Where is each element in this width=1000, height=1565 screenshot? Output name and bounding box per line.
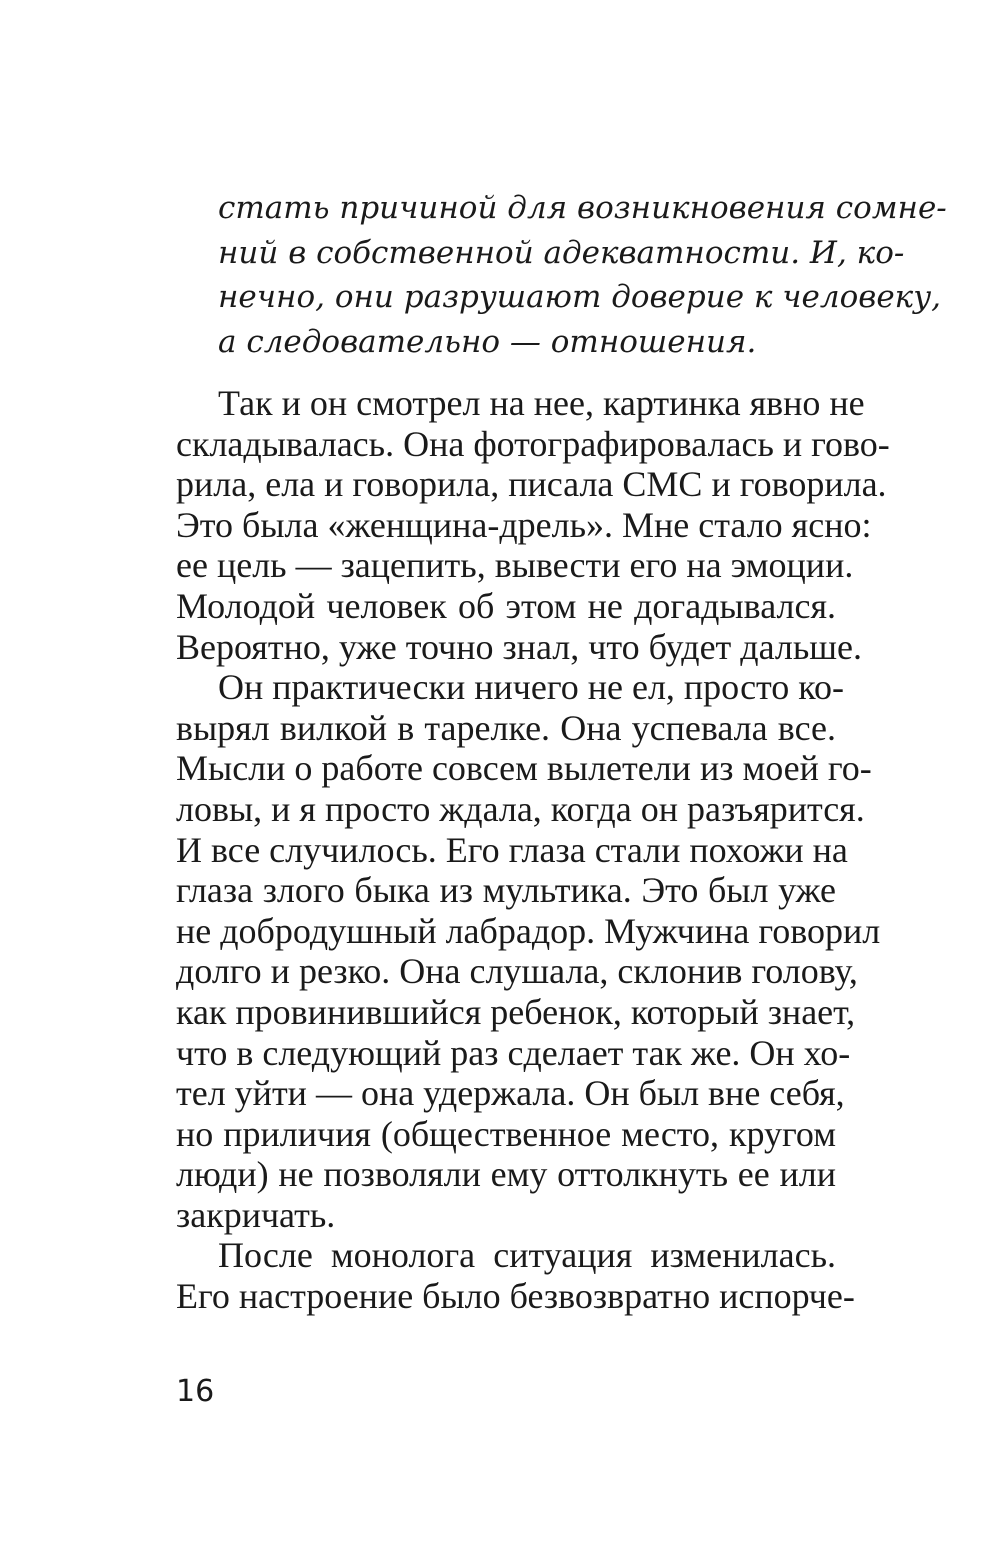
text-line: рила, ела и говорила, писала СМС и говорила. (176, 464, 887, 505)
page-number: 16 (176, 1374, 215, 1409)
text-line: ее цель — зацепить, вывести его на эмоции. (176, 545, 854, 586)
text-line: как провинившийся ребенок, который знает, (176, 991, 856, 1032)
text-line: Мысли о работе совсем вылетели из моей го- (176, 748, 872, 789)
text-line: что в следующий раз сделает так же. Он хо- (176, 1032, 851, 1073)
text-line: Это была «женщина-дрель». Мне стало ясно: (176, 504, 872, 545)
text-line: тел уйти — она удержала. Он был вне себя, (176, 1073, 845, 1114)
italic-quote-block (218, 186, 947, 364)
text-line: долго и резко. Она слушала, склонив голову, (176, 951, 858, 992)
quote-line: а следовательно — отношения. (218, 323, 757, 360)
quote-line: ний в собственной адекватности. И, ко- (218, 234, 905, 271)
text-line: Вероятно, уже точно знал, что будет дальше. (176, 626, 862, 667)
text-line: Молодой человек об этом не догадывался. (176, 585, 836, 626)
text-line: закричать. (176, 1194, 336, 1235)
quote-line: стать причиной для возникновения сомне- (218, 190, 947, 226)
text-line: но приличия (общественное место, кругом (176, 1113, 836, 1154)
text-line: глаза злого быка из мультика. Это был уже (176, 870, 836, 911)
text-line: Он практически ничего не ел, просто ко- (218, 667, 844, 708)
text-line: Так и он смотрел на нее, картинка явно не (218, 383, 865, 423)
text-line: После монолога ситуация изменилась. (218, 1235, 836, 1276)
body-text (176, 383, 890, 1317)
text-line: люди) не позволяли ему оттолкнуть ее или (176, 1154, 836, 1195)
text-line: не добродушный лабрадор. Мужчина говорил (176, 910, 881, 951)
text-line: складывалась. Она фотографировалась и гово- (176, 423, 890, 464)
text-line: вырял вилкой в тарелке. Она успевала все. (176, 707, 836, 748)
quote-line: нечно, они разрушают доверие к человеку, (218, 279, 942, 315)
text-line: И все случилось. Его глаза стали похожи на (176, 829, 848, 870)
text-line: Его настроение было безвозвратно испорче- (176, 1276, 855, 1317)
text-line: ловы, и я просто ждала, когда он разъярится. (176, 788, 865, 829)
